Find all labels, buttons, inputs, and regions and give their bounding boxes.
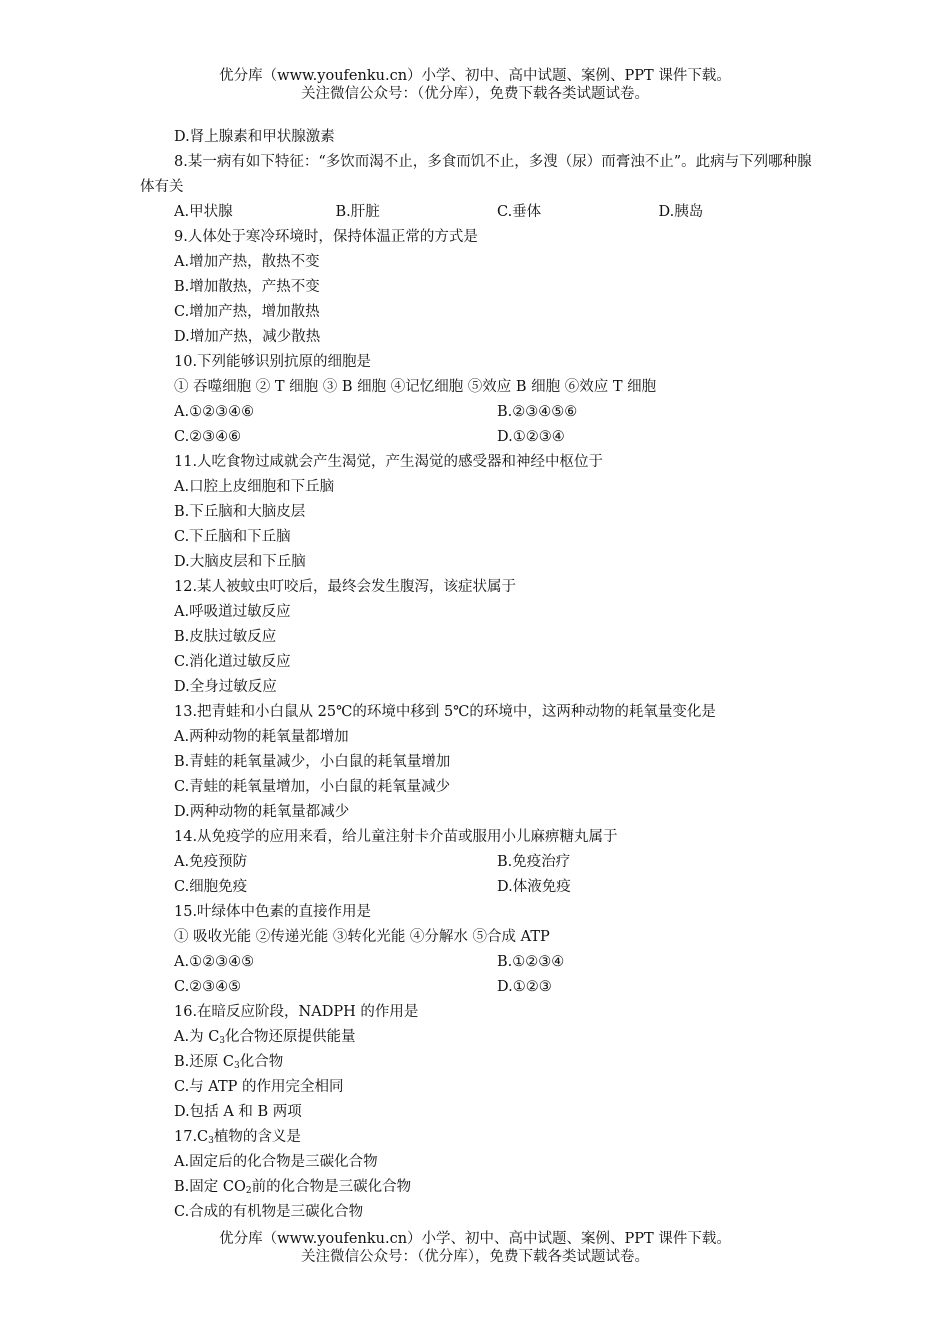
q8-options (140, 200, 820, 225)
q10-option-c: C.②③④⑥ (174, 429, 242, 445)
q11-option-d: D.大脑皮层和下丘脑 (174, 554, 306, 570)
q16-option-c: C.与 ATP 的作用完全相同 (174, 1079, 344, 1095)
q14-option-d: D.体液免疫 (497, 879, 571, 895)
footer-line-2: 关注微信公众号：（优分库），免费下载各类试题试卷。 (301, 1249, 649, 1265)
q10-option-a: A.①②③④⑥ (174, 404, 255, 420)
q17-option-b-pre: B.固定 CO (174, 1179, 246, 1195)
q10-option-b: B.②③④⑤⑥ (497, 404, 578, 420)
q10-stem: 10.下列能够识别抗原的细胞是 (174, 354, 372, 370)
q11-option-b: B.下丘脑和大脑皮层 (174, 504, 306, 520)
q9-option-b: B.增加散热，产热不变 (174, 279, 320, 295)
q13-option-a: A.两种动物的耗氧量都增加 (174, 729, 349, 745)
q13-option-c: C.青蛙的耗氧量增加，小白鼠的耗氧量减少 (174, 779, 451, 795)
q9-option-c: C.增加产热，增加散热 (174, 304, 320, 320)
q17-option-b (140, 1175, 820, 1200)
header-line-2: 关注微信公众号：（优分库），免费下载各类试题试卷。 (301, 86, 649, 102)
q17-option-b-post: 前的化合物是三碳化合物 (251, 1179, 412, 1195)
q10-options-row-2 (140, 425, 820, 450)
q9-option-a: A.增加产热，散热不变 (174, 254, 320, 270)
q10-options-row-1 (140, 400, 820, 425)
question-content (140, 125, 820, 1225)
q16-stem: 16.在暗反应阶段，NADPH 的作用是 (174, 1004, 419, 1020)
q15-option-d: D.①②③ (497, 979, 552, 995)
page-header (0, 67, 950, 103)
q15-stem: 15.叶绿体中色素的直接作用是 (174, 904, 372, 920)
page-footer (0, 1230, 950, 1266)
q14-option-c: C.细胞免疫 (174, 879, 248, 895)
q14-options-row-1 (140, 850, 820, 875)
q17-option-c: C.合成的有机物是三碳化合物 (174, 1204, 364, 1220)
q10-items: ① 吞噬细胞 ② T 细胞 ③ B 细胞 ④记忆细胞 ⑤效应 B 细胞 ⑥效应 T 细胞 (174, 379, 657, 395)
q16-option-a-post: 化合物还原提供能量 (225, 1029, 356, 1045)
q12-option-a: A.呼吸道过敏反应 (174, 604, 291, 620)
q12-stem: 12.某人被蚊虫叮咬后，最终会发生腹泻，该症状属于 (174, 579, 517, 595)
q16-option-d: D.包括 A 和 B 两项 (174, 1104, 302, 1120)
q17-stem (140, 1125, 820, 1150)
q14-option-a: A.免疫预防 (174, 854, 248, 870)
q17-stem-subscript: 3 (208, 1136, 214, 1146)
q14-options-row-2 (140, 875, 820, 900)
q8-option-d: D.胰岛 (658, 204, 704, 220)
q10-option-d: D.①②③④ (497, 429, 565, 445)
q15-options-row-2 (140, 975, 820, 1000)
q16-option-a-pre: A.为 C (174, 1029, 220, 1045)
q17-stem-pre: 17.C (174, 1129, 209, 1145)
q12-option-b: B.皮肤过敏反应 (174, 629, 277, 645)
q13-option-d: D.两种动物的耗氧量都减少 (174, 804, 350, 820)
q14-stem: 14.从免疫学的应用来看，给儿童注射卡介苗或服用小儿麻痹糖丸属于 (174, 829, 618, 845)
q16-option-b-subscript: 3 (233, 1061, 240, 1071)
q11-option-c: C.下丘脑和下丘脑 (174, 529, 291, 545)
q11-option-a: A.口腔上皮细胞和下丘脑 (174, 479, 335, 495)
header-line-1: 优分库（www.youfenku.cn）小学、初中、高中试题、案例、PPT 课件下载。 (219, 68, 731, 84)
q15-option-c: C.②③④⑤ (174, 979, 242, 995)
q7-option-d: D.肾上腺素和甲状腺激素 (174, 129, 335, 145)
q15-options-row-1 (140, 950, 820, 975)
q8-stem: 8.某一病有如下特征：“多饮而渴不止，多食而饥不止，多溲（尿）而膏浊不止”。此病与下列哪种腺体有关 (140, 154, 812, 195)
q15-option-b: B.①②③④ (497, 954, 565, 970)
q9-stem: 9.人体处于寒冷环境时，保持体温正常的方式是 (174, 229, 478, 245)
q9-option-d: D.增加产热，减少散热 (174, 329, 321, 345)
q8-option-c: C.垂体 (497, 204, 542, 220)
q15-option-a: A.①②③④⑤ (174, 954, 255, 970)
q14-option-b: B.免疫治疗 (497, 854, 571, 870)
q13-stem: 13.把青蛙和小白鼠从 25℃的环境中移到 5℃的环境中，这两种动物的耗氧量变化是 (174, 704, 716, 720)
q12-option-c: C.消化道过敏反应 (174, 654, 291, 670)
footer-line-1: 优分库（www.youfenku.cn）小学、初中、高中试题、案例、PPT 课件下载。 (219, 1231, 731, 1247)
q17-option-a: A.固定后的化合物是三碳化合物 (174, 1154, 378, 1170)
q11-stem: 11.人吃食物过咸就会产生渴觉，产生渴觉的感受器和神经中枢位于 (174, 454, 604, 470)
q13-option-b: B.青蛙的耗氧量减少，小白鼠的耗氧量增加 (174, 754, 451, 770)
q16-option-a-subscript: 3 (219, 1036, 226, 1046)
q8-option-a: A.甲状腺 (174, 204, 233, 220)
q17-stem-post: 植物的含义是 (213, 1129, 301, 1145)
q8-option-b: B.肝脏 (335, 204, 380, 220)
q16-option-a (140, 1025, 820, 1050)
q15-items: ① 吸收光能 ②传递光能 ③转化光能 ④分解水 ⑤合成 ATP (174, 929, 550, 945)
q16-option-b-pre: B.还原 C (174, 1054, 234, 1070)
q12-option-d: D.全身过敏反应 (174, 679, 277, 695)
q16-option-b-post: 化合物 (239, 1054, 284, 1070)
q17-option-b-subscript: 2 (245, 1186, 252, 1196)
q16-option-b (140, 1050, 820, 1075)
